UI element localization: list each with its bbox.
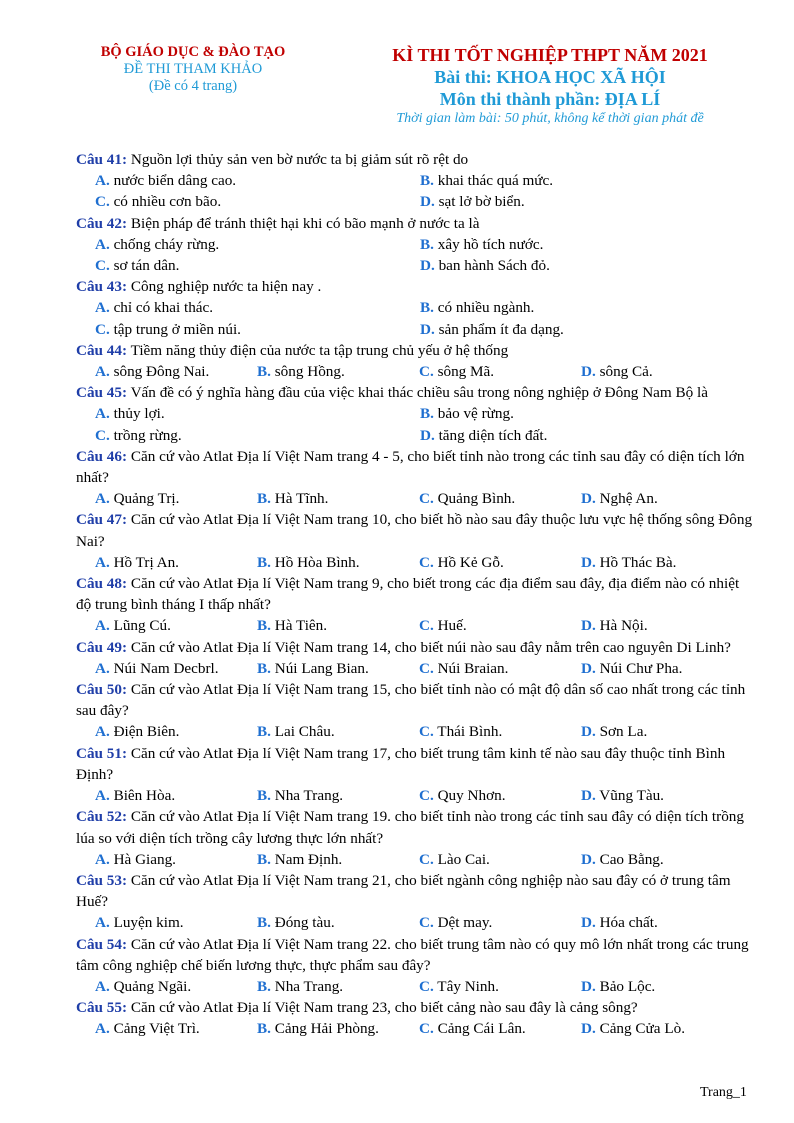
question-text: Vấn đề có ý nghĩa hàng đầu của việc khai thác chiều sâu trong nông nghiệp ở Đông Nam Bộ là xyxy=(130,384,708,402)
question-block xyxy=(76,637,756,679)
question-block xyxy=(76,573,756,637)
answer-options xyxy=(76,403,756,445)
answer-option[interactable] xyxy=(95,234,420,255)
answer-option[interactable] xyxy=(420,255,745,276)
question-stem xyxy=(76,743,756,785)
option-text: Hồ Hòa Bình. xyxy=(274,553,360,571)
option-letter: C. xyxy=(419,787,434,805)
question-text: Căn cứ vào Atlat Địa lí Việt Nam trang 9, cho biết trong các địa điểm sau đây, địa điểm nào có nhiệt độ trung bình tháng I thấp nhất? xyxy=(76,575,740,614)
option-letter: A. xyxy=(95,659,110,677)
answer-option[interactable] xyxy=(581,658,743,679)
question-block xyxy=(76,509,756,573)
answer-option[interactable] xyxy=(581,912,743,933)
option-text: Hồ Thác Bà. xyxy=(599,553,677,571)
exam-title: KÌ THI TỐT NGHIỆP THPT NĂM 2021 xyxy=(392,45,708,65)
option-letter: A. xyxy=(95,490,110,508)
question-label: Câu 55: xyxy=(76,999,128,1017)
option-letter: B. xyxy=(257,617,271,635)
answer-option[interactable] xyxy=(581,615,743,636)
question-block xyxy=(76,997,756,1039)
question-label: Câu 52: xyxy=(76,808,128,826)
answer-option[interactable] xyxy=(419,849,581,870)
option-text: Núi Lang Bian. xyxy=(274,659,369,677)
option-letter: A. xyxy=(95,617,110,635)
question-stem xyxy=(76,637,756,658)
option-text: Nghệ An. xyxy=(599,490,658,508)
option-text: Hà Tiên. xyxy=(274,617,328,635)
answer-option[interactable] xyxy=(257,1018,419,1039)
ministry-name: BỘ GIÁO DỤC & ĐÀO TẠO xyxy=(100,44,286,60)
option-letter: A. xyxy=(95,363,110,381)
option-text: Điện Biên. xyxy=(113,723,180,741)
answer-option[interactable] xyxy=(257,912,419,933)
answer-option[interactable] xyxy=(419,658,581,679)
option-letter: C. xyxy=(419,659,434,677)
answer-option[interactable] xyxy=(419,615,581,636)
option-text: Lai Châu. xyxy=(274,723,335,741)
option-letter: B. xyxy=(257,787,271,805)
option-text: có nhiều ngành. xyxy=(437,299,535,317)
option-text: Quy Nhơn. xyxy=(437,787,506,805)
option-text: Hồ Trị An. xyxy=(113,553,179,571)
option-text: tập trung ở miền núi. xyxy=(113,320,241,338)
option-text: Nha Trang. xyxy=(274,787,344,805)
question-stem xyxy=(76,446,756,488)
option-text: ban hành Sách đỏ. xyxy=(438,257,550,275)
option-letter: A. xyxy=(95,850,110,868)
option-text: xây hồ tích nước. xyxy=(437,235,544,253)
question-text: Căn cứ vào Atlat Địa lí Việt Nam trang 14, cho biết núi nào sau đây nằm trên cao nguyên Di Linh? xyxy=(130,638,731,656)
option-text: Cảng Việt Trì. xyxy=(113,1020,200,1038)
option-letter: D. xyxy=(581,787,596,805)
option-letter: B. xyxy=(257,363,271,381)
option-letter: A. xyxy=(95,299,110,317)
answer-option[interactable] xyxy=(419,361,581,382)
question-text: Căn cứ vào Atlat Địa lí Việt Nam trang 22. cho biết trung tâm nào có quy mô lớn nhất trong các trung tâm công nghiệp chế biến lương thực, thực phẩm sau đây? xyxy=(76,935,749,974)
question-block xyxy=(76,446,756,510)
question-label: Câu 49: xyxy=(76,638,128,656)
answer-option[interactable] xyxy=(419,721,581,742)
option-letter: A. xyxy=(95,787,110,805)
option-letter: A. xyxy=(95,914,110,932)
answer-options xyxy=(76,849,756,870)
option-text: sơ tán dân. xyxy=(113,257,180,275)
option-text: Đóng tàu. xyxy=(274,914,335,932)
option-letter: C. xyxy=(95,426,110,444)
option-letter: D. xyxy=(581,490,596,508)
question-label: Câu 54: xyxy=(76,935,128,953)
option-text: Quảng Trị. xyxy=(113,490,180,508)
option-letter: B. xyxy=(257,914,271,932)
question-label: Câu 44: xyxy=(76,341,128,359)
question-label: Câu 46: xyxy=(76,447,128,465)
option-letter: A. xyxy=(95,235,110,253)
question-text: Tiềm năng thủy điện của nước ta tập trung chủ yếu ở hệ thống xyxy=(130,341,509,359)
option-letter: C. xyxy=(419,363,434,381)
answer-option[interactable] xyxy=(95,849,257,870)
answer-option[interactable] xyxy=(257,615,419,636)
option-letter: C. xyxy=(95,193,110,211)
answer-option[interactable] xyxy=(95,976,257,997)
option-text: Núi Nam Decbrl. xyxy=(113,659,219,677)
question-label: Câu 45: xyxy=(76,384,128,402)
question-label: Câu 43: xyxy=(76,278,128,296)
answer-option[interactable] xyxy=(420,191,745,212)
option-text: Hóa chất. xyxy=(599,914,658,932)
question-stem xyxy=(76,573,756,615)
answer-options xyxy=(76,297,756,339)
question-label: Câu 53: xyxy=(76,871,128,889)
option-letter: B. xyxy=(257,553,271,571)
question-label: Câu 41: xyxy=(76,151,128,168)
option-letter: D. xyxy=(581,1020,596,1038)
question-label: Câu 50: xyxy=(76,681,128,699)
option-letter: B. xyxy=(257,850,271,868)
option-letter: B. xyxy=(420,172,434,190)
option-text: chống cháy rừng. xyxy=(113,235,220,253)
option-letter: B. xyxy=(420,405,434,423)
question-block xyxy=(76,806,756,870)
option-letter: A. xyxy=(95,172,110,190)
question-block xyxy=(76,679,756,743)
option-text: Núi Braian. xyxy=(437,659,509,677)
option-letter: D. xyxy=(420,193,435,211)
time-limit: Thời gian làm bài: 50 phút, không kể thời gian phát đề xyxy=(396,111,704,126)
answer-option[interactable] xyxy=(419,488,581,509)
answer-options xyxy=(76,361,756,382)
answer-option[interactable] xyxy=(419,785,581,806)
option-text: Tây Ninh. xyxy=(437,977,499,995)
answer-option[interactable] xyxy=(581,849,743,870)
answer-option[interactable] xyxy=(257,488,419,509)
option-letter: C. xyxy=(419,1020,434,1038)
question-text: Biện pháp để tránh thiệt hại khi có bão mạnh ở nước ta là xyxy=(130,214,480,232)
answer-options xyxy=(76,721,756,742)
answer-option[interactable] xyxy=(581,1018,743,1039)
answer-option[interactable] xyxy=(95,361,257,382)
question-stem xyxy=(76,806,756,848)
option-letter: A. xyxy=(95,405,110,423)
option-text: chỉ có khai thác. xyxy=(113,299,214,317)
option-text: sông Hồng. xyxy=(274,363,345,381)
answer-option[interactable] xyxy=(419,912,581,933)
answer-option[interactable] xyxy=(95,403,420,424)
option-text: sông Đông Nai. xyxy=(113,363,210,381)
option-letter: B. xyxy=(257,1020,271,1038)
option-text: Lũng Cú. xyxy=(113,617,171,635)
option-letter: C. xyxy=(419,850,434,868)
option-text: Huế. xyxy=(437,617,467,635)
question-stem xyxy=(76,276,756,297)
header-right xyxy=(360,44,740,128)
option-letter: A. xyxy=(95,1020,110,1038)
question-text: Căn cứ vào Atlat Địa lí Việt Nam trang 10, cho biết hồ nào sau đây thuộc lưu vực hệ thống sông Đông Nai? xyxy=(76,511,753,550)
question-block xyxy=(76,382,756,446)
answer-option[interactable] xyxy=(257,976,419,997)
answer-option[interactable] xyxy=(420,170,745,191)
exam-header xyxy=(0,44,794,134)
answer-option[interactable] xyxy=(95,658,257,679)
option-text: Nha Trang. xyxy=(274,977,344,995)
option-letter: D. xyxy=(581,723,596,741)
option-letter: C. xyxy=(419,977,434,995)
option-text: Cảng Cái Lân. xyxy=(437,1020,526,1038)
header-left xyxy=(72,44,314,95)
option-letter: B. xyxy=(420,299,434,317)
answer-option[interactable] xyxy=(257,849,419,870)
question-block xyxy=(76,934,756,998)
answer-option[interactable] xyxy=(257,361,419,382)
option-text: Lào Cai. xyxy=(437,850,490,868)
question-label: Câu 51: xyxy=(76,744,128,762)
option-letter: D. xyxy=(581,659,596,677)
question-stem xyxy=(76,149,756,170)
option-letter: D. xyxy=(420,320,435,338)
question-stem xyxy=(76,997,756,1018)
option-letter: B. xyxy=(257,977,271,995)
answer-option[interactable] xyxy=(581,976,743,997)
question-text: Nguồn lợi thủy sản ven bờ nước ta bị giảm sút rõ rệt do xyxy=(130,151,469,168)
question-text: Căn cứ vào Atlat Địa lí Việt Nam trang 15, cho biết tỉnh nào có mật độ dân số cao nhất trong các tỉnh sau đây? xyxy=(76,681,746,720)
option-letter: A. xyxy=(95,553,110,571)
answer-options xyxy=(76,615,756,636)
option-letter: D. xyxy=(581,977,596,995)
option-letter: D. xyxy=(581,850,596,868)
option-letter: A. xyxy=(95,723,110,741)
answer-options xyxy=(76,170,756,212)
option-text: sông Cả. xyxy=(599,363,653,381)
answer-option[interactable] xyxy=(95,552,257,573)
question-stem xyxy=(76,213,756,234)
answer-option[interactable] xyxy=(257,552,419,573)
answer-option[interactable] xyxy=(95,191,420,212)
answer-option[interactable] xyxy=(95,785,257,806)
question-text: Căn cứ vào Atlat Địa lí Việt Nam trang 4 - 5, cho biết tỉnh nào trong các tỉnh sau đây có diện tích lớn nhất? xyxy=(76,447,745,487)
answer-option[interactable] xyxy=(95,615,257,636)
option-text: sạt lở bờ biển. xyxy=(438,193,525,211)
option-text: Quảng Ngãi. xyxy=(113,977,192,995)
answer-option[interactable] xyxy=(95,912,257,933)
option-text: có nhiều cơn bão. xyxy=(113,193,222,211)
option-letter: D. xyxy=(581,553,596,571)
option-text: Quảng Bình. xyxy=(437,490,516,508)
answer-options xyxy=(76,658,756,679)
option-text: Cảng Hải Phòng. xyxy=(274,1020,379,1038)
answer-option[interactable] xyxy=(95,721,257,742)
question-stem xyxy=(76,934,756,976)
option-letter: C. xyxy=(95,320,110,338)
question-stem xyxy=(76,870,756,912)
option-text: sản phẩm ít đa dạng. xyxy=(438,320,564,338)
answer-option[interactable] xyxy=(419,976,581,997)
option-text: sông Mã. xyxy=(437,363,495,381)
question-stem xyxy=(76,679,756,721)
answer-option[interactable] xyxy=(420,425,745,446)
option-letter: C. xyxy=(419,490,434,508)
answer-option[interactable] xyxy=(95,170,420,191)
option-text: Cảng Cửa Lò. xyxy=(599,1020,685,1038)
option-letter: A. xyxy=(95,977,110,995)
option-text: thủy lợi. xyxy=(113,405,165,423)
option-letter: D. xyxy=(581,617,596,635)
question-block xyxy=(76,340,756,382)
question-block xyxy=(76,149,756,213)
option-text: Hồ Kẻ Gỗ. xyxy=(437,553,504,571)
option-text: Hà Giang. xyxy=(113,850,176,868)
option-text: Sơn La. xyxy=(599,723,648,741)
question-text: Công nghiệp nước ta hiện nay . xyxy=(130,278,322,296)
option-text: Bảo Lộc. xyxy=(599,977,656,995)
answer-option[interactable] xyxy=(257,658,419,679)
question-stem xyxy=(76,382,756,403)
option-text: tăng diện tích đất. xyxy=(438,426,548,444)
option-letter: C. xyxy=(419,914,434,932)
answer-option[interactable] xyxy=(257,721,419,742)
question-text: Căn cứ vào Atlat Địa lí Việt Nam trang 17, cho biết trung tâm kinh tế nào sau đây thuộc tỉnh Bình Định? xyxy=(76,744,726,783)
answer-options xyxy=(76,1018,756,1039)
option-letter: D. xyxy=(420,426,435,444)
answer-options xyxy=(76,488,756,509)
option-text: Cao Bằng. xyxy=(599,850,664,868)
answer-option[interactable] xyxy=(95,255,420,276)
question-block xyxy=(76,743,756,807)
option-letter: B. xyxy=(257,490,271,508)
question-block xyxy=(76,276,756,340)
option-text: Biên Hòa. xyxy=(113,787,176,805)
question-text: Căn cứ vào Atlat Địa lí Việt Nam trang 23, cho biết cảng nào sau đây là cảng sông? xyxy=(130,999,638,1017)
answer-option[interactable] xyxy=(95,297,420,318)
question-block xyxy=(76,213,756,277)
option-text: trồng rừng. xyxy=(113,426,182,444)
question-list xyxy=(76,149,756,1040)
test-name: Bài thi: KHOA HỌC XÃ HỘI xyxy=(434,67,666,87)
option-letter: B. xyxy=(420,235,434,253)
answer-option[interactable] xyxy=(95,319,420,340)
question-label: Câu 48: xyxy=(76,575,128,593)
question-block xyxy=(76,870,756,934)
option-letter: D. xyxy=(581,914,596,932)
answer-option[interactable] xyxy=(581,552,743,573)
option-text: khai thác quá mức. xyxy=(437,172,554,190)
option-text: Nam Định. xyxy=(274,850,343,868)
option-text: Hà Nội. xyxy=(599,617,648,635)
answer-option[interactable] xyxy=(95,488,257,509)
answer-options xyxy=(76,234,756,276)
answer-option[interactable] xyxy=(581,488,743,509)
subject-name: Môn thi thành phần: ĐỊA LÍ xyxy=(439,89,661,109)
answer-option[interactable] xyxy=(581,361,743,382)
answer-option[interactable] xyxy=(420,403,745,424)
question-label: Câu 47: xyxy=(76,511,128,529)
question-text: Căn cứ vào Atlat Địa lí Việt Nam trang 19. cho biết tỉnh nào trong các tỉnh sau đây có diện tích trồng lúa so với diện tích trồng cây lương thực lớn nhất? xyxy=(76,808,744,847)
option-text: Thái Bình. xyxy=(437,723,503,741)
option-text: Dệt may. xyxy=(437,914,493,932)
question-text: Căn cứ vào Atlat Địa lí Việt Nam trang 21, cho biết ngành công nghiệp nào sau đây có ở trung tâm Huế? xyxy=(76,871,731,911)
question-stem xyxy=(76,340,756,361)
option-letter: C. xyxy=(419,617,434,635)
option-letter: C. xyxy=(419,553,434,571)
option-text: Núi Chư Pha. xyxy=(599,659,683,677)
page-count: (Đề có 4 trang) xyxy=(148,78,238,94)
answer-option[interactable] xyxy=(257,785,419,806)
answer-options xyxy=(76,912,756,933)
option-letter: C. xyxy=(95,257,110,275)
option-letter: D. xyxy=(581,363,596,381)
option-text: nước biển dâng cao. xyxy=(113,172,237,190)
answer-options xyxy=(76,785,756,806)
option-letter: B. xyxy=(257,659,271,677)
option-text: Luyện kim. xyxy=(113,914,184,932)
answer-option[interactable] xyxy=(419,552,581,573)
answer-option[interactable] xyxy=(581,785,743,806)
option-text: Hà Tĩnh. xyxy=(274,490,329,508)
answer-options xyxy=(76,552,756,573)
option-letter: D. xyxy=(420,257,435,275)
answer-options xyxy=(76,976,756,997)
question-stem xyxy=(76,509,756,551)
option-letter: C. xyxy=(419,723,434,741)
exam-type: ĐỀ THI THAM KHẢO xyxy=(123,61,263,77)
option-letter: B. xyxy=(257,723,271,741)
question-label: Câu 42: xyxy=(76,214,128,232)
option-text: bảo vệ rừng. xyxy=(437,405,514,423)
answer-option[interactable] xyxy=(95,1018,257,1039)
page-number: Trang_1 xyxy=(700,1085,747,1100)
answer-option[interactable] xyxy=(419,1018,581,1039)
option-text: Vũng Tàu. xyxy=(599,787,664,805)
answer-option[interactable] xyxy=(420,297,745,318)
answer-option[interactable] xyxy=(95,425,420,446)
answer-option[interactable] xyxy=(420,234,745,255)
answer-option[interactable] xyxy=(581,721,743,742)
answer-option[interactable] xyxy=(420,319,745,340)
